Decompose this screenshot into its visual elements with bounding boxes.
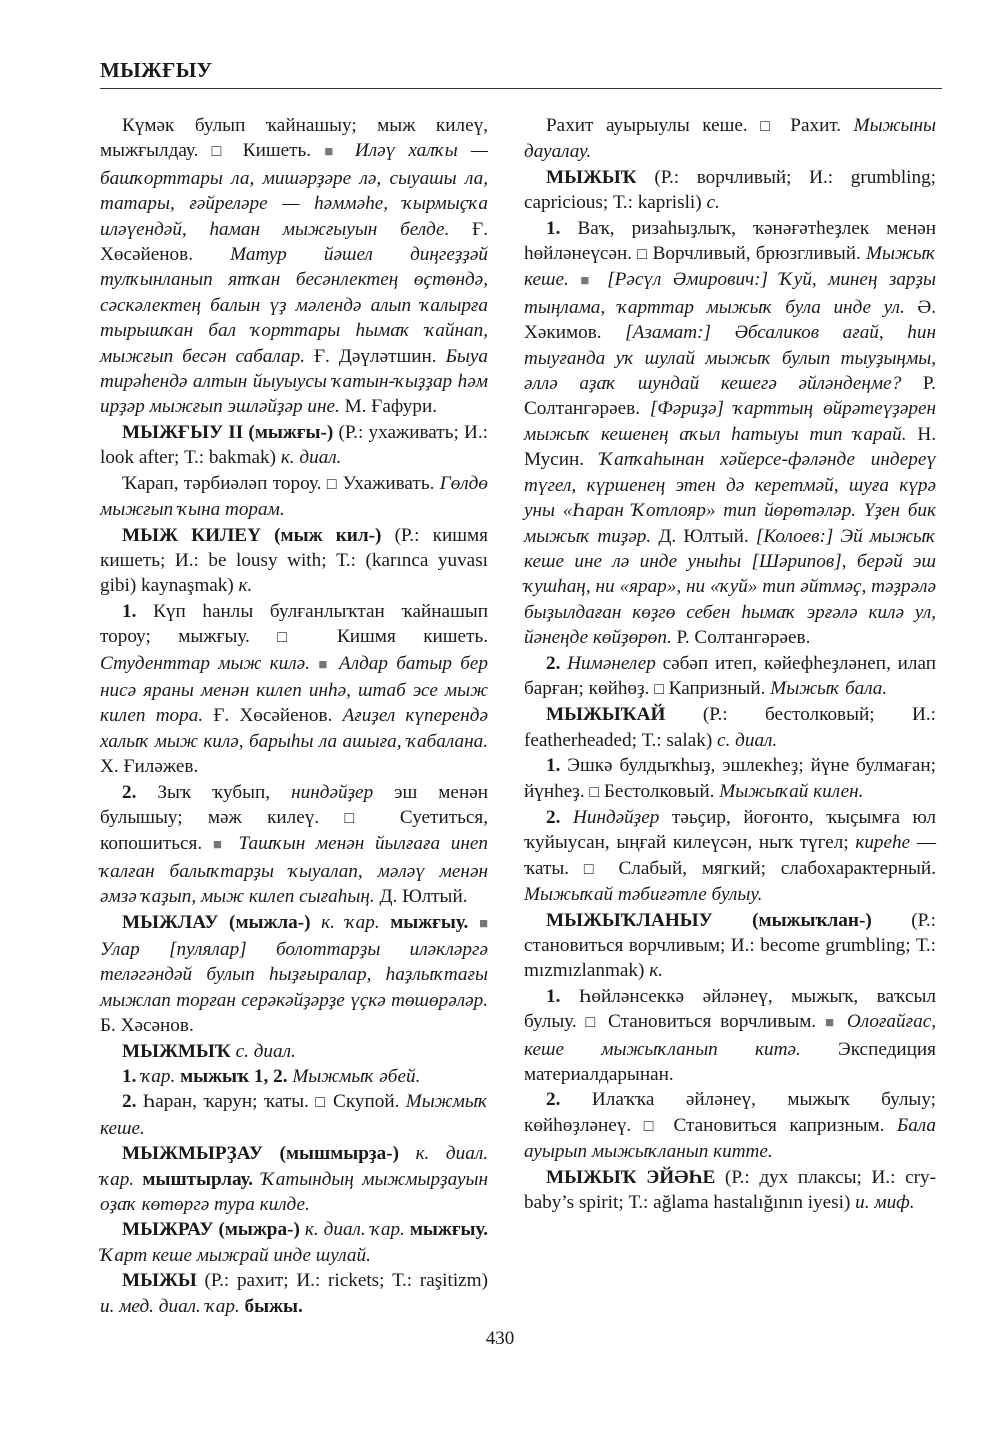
example-marker-icon: ■ xyxy=(212,837,228,854)
dictionary-paragraph xyxy=(100,1064,488,1089)
italic-text: ниндәйҙер xyxy=(291,781,374,803)
dictionary-paragraph xyxy=(524,908,936,984)
translation-marker-icon: □ xyxy=(760,118,778,135)
text: Кишмя кишеть. xyxy=(309,626,489,648)
bold-text: МЫЖЫ xyxy=(122,1270,197,1292)
dictionary-paragraph xyxy=(100,1039,488,1064)
italic-text: с. диал. xyxy=(230,1040,296,1062)
bold-text: МЫЖМЫРҘАУ (мышмырҙа-) xyxy=(122,1143,399,1165)
bold-text: 2. xyxy=(122,1091,137,1113)
text: Б. Хәсәнов. xyxy=(100,1015,194,1037)
example-marker-icon: ■ xyxy=(825,1015,839,1032)
italic-text: Ҡатындың мыжмырҙауын оҙаҡ көтөргә тура килде. xyxy=(100,1168,488,1216)
text: Скупой. xyxy=(326,1091,406,1113)
text: Эшкә булдыҡһыҙ, эшлекһеҙ; йүне булмаған; йүнһеҙ. xyxy=(524,755,936,802)
italic-text: Мыжмыҡ әбей. xyxy=(287,1066,421,1088)
bold-text: МЫЖЫҠАЙ xyxy=(546,704,666,726)
text: Ворчливый, брюзгливый. xyxy=(647,243,867,265)
italic-text: Студенттар мыж килә. xyxy=(100,652,319,674)
translation-marker-icon: □ xyxy=(211,143,230,161)
italic-text: Мыжыҡай тәбиғәтле булыу. xyxy=(524,884,763,906)
text: (Р.: рахит; И.: rickets; Т.: raşitizm) xyxy=(196,1270,488,1292)
italic-text: Мыжыҡай килен. xyxy=(719,780,864,802)
text: Д. Юлтый. xyxy=(374,886,468,908)
bold-text: 1. xyxy=(122,600,137,622)
text: Рахит ауырыулы кеше. xyxy=(546,115,761,136)
text: Ухаживать. xyxy=(337,472,440,494)
dictionary-paragraph xyxy=(100,1089,488,1141)
text: Күп һанлы булғанлыҡтан ҡайнашып тороу; мыжғыу. xyxy=(100,600,488,648)
italic-text: и. миф. xyxy=(855,1192,915,1214)
translation-marker-icon: □ xyxy=(583,860,604,878)
dictionary-paragraph xyxy=(100,471,488,523)
text: Н. Мусин. xyxy=(524,423,936,471)
example-marker-icon: ■ xyxy=(318,656,331,673)
italic-text: Гөлдө мыжғып ҡына торам. xyxy=(100,472,488,521)
dictionary-paragraph xyxy=(100,780,488,910)
bold-text: МЫЖЫҠ xyxy=(546,166,637,188)
italic-text: [Фәриҙә] ҡарттың өйрәтеүҙәрен мыжыҡ кешенең аҡыл һатыуы тип ҡарай. xyxy=(524,398,936,445)
text: Р. Солтангәрәев. xyxy=(671,627,811,649)
italic-text: Быуа тирәһендә алтын йыуыусы ҡатын-ҡыҙҙар һәм ирҙәр мыжғып эшләйҙәр ине. xyxy=(100,345,488,418)
translation-marker-icon: □ xyxy=(344,809,375,827)
text: (Р.: кишмя кишеть; И.: be lousy with; Т.: (karınca yuvası gibi) kaynaşmak) xyxy=(100,524,488,597)
example-marker-icon: ■ xyxy=(324,144,342,161)
dictionary-paragraph xyxy=(524,651,936,703)
bold-text: МЫЖҒЫУ II (мыжғы-) xyxy=(122,421,334,443)
dictionary-paragraph xyxy=(524,113,936,165)
italic-text: Бала ауырып мыжыҡланып китте. xyxy=(524,1114,936,1163)
text: Д. Юлтый. xyxy=(651,525,756,547)
dictionary-paragraph xyxy=(100,1217,488,1268)
italic-text: Мыжыҡ кеше. xyxy=(524,243,936,291)
text: Илаҡҡа әйләнеү, мыжыҡ булыу; көйһөҙләнеү. xyxy=(524,1089,936,1136)
bold-text: МЫЖЛАУ (мыжла-) xyxy=(122,911,311,933)
bold-text: 2. xyxy=(546,806,561,828)
italic-text: ҡар. xyxy=(136,1066,176,1088)
text: Рахит. xyxy=(777,115,854,136)
text: Экспедиция материалдарынан. xyxy=(524,1038,936,1086)
bold-text: МЫЖ КИЛЕҮ (мыж кил-) xyxy=(122,524,382,546)
italic-text: Мыжыҡ бала. xyxy=(770,677,888,699)
text: эш менән булышыу; мәж килеү. xyxy=(100,781,488,828)
running-head: МЫЖҒЫУ xyxy=(100,58,213,82)
left-column xyxy=(100,113,488,1319)
translation-marker-icon: □ xyxy=(315,1094,327,1112)
text: М. Ғафури. xyxy=(339,396,438,418)
italic-text: с. диал. xyxy=(717,729,778,751)
bold-text: 2. xyxy=(546,1089,561,1111)
text: Капризный. xyxy=(663,677,771,699)
text: Х. Ғиләжев. xyxy=(100,756,199,778)
text: (Р.: ухаживать; И.: look after; Т.: bakmak) xyxy=(100,421,488,469)
text: Ә. Хәкимов. xyxy=(524,296,937,344)
italic-text: к. диал. ҡар. xyxy=(299,1219,405,1241)
italic-text: киреһе xyxy=(855,832,911,854)
dictionary-paragraph xyxy=(100,523,488,599)
bold-text: МЫЖРАУ (мыжра-) xyxy=(122,1219,300,1241)
bold-text: 2. xyxy=(546,652,561,674)
italic-text: Мыжмыҡ кеше. xyxy=(100,1091,488,1139)
text: Күмәк булып ҡайнашыу; мыж килеү, мыжғылдау. xyxy=(100,115,488,162)
italic-text: [Рәсүл Әмирович:] Ҡуй, минең зарҙы тыңлама, ҡарттар мыжыҡ була инде ул. xyxy=(524,269,936,318)
dictionary-paragraph xyxy=(100,420,488,471)
text: Һөйләнсеккә әйләнеү, мыжыҡ, ваҡсыл булыу. xyxy=(524,985,936,1033)
dictionary-paragraph xyxy=(100,113,488,420)
text: Ғ. Хөсәйенов. xyxy=(203,705,343,727)
text: Р. Солтангәрәев. xyxy=(524,373,936,420)
italic-text: Ағиҙел күперендә халыҡ мыж килә, барыһы ла ашыға, ҡабалана. xyxy=(100,705,488,752)
italic-text: Ҡарт кеше мыжрай инде шулай. xyxy=(100,1244,371,1266)
dictionary-paragraph xyxy=(524,702,936,753)
text: сәбәп итеп, кәйефһеҙләнеп, илап барған; көйһөҙ. xyxy=(524,652,936,699)
italic-text: Мыжыны дауалау. xyxy=(524,115,936,163)
translation-marker-icon: □ xyxy=(643,1117,662,1135)
text: Ваҡ, ризаһыҙлыҡ, ҡәнәғәтһеҙлек менән һөйләнеүсән. xyxy=(524,217,936,265)
italic-text: к. ҡар. xyxy=(310,911,380,933)
bold-text: мыжғыу. xyxy=(379,911,479,933)
text: тәьҫир, йоғонто, ҡыҫымға юл ҡуйыусан, ыңғай килеүсән, ныҡ түгел; xyxy=(524,806,936,854)
italic-text: к. xyxy=(238,575,253,597)
italic-text: Ҡапҡаһынан хәйерсе-фәләнде индереү түгел, күршенең этен дә керетмәй, шуға күрә уны «Һаран Ҡотлояр» тип йөрөтәләр. Үҙен бик мыжыҡ тиҙәр. xyxy=(524,449,936,547)
text: (Р.: становиться ворчливым; И.: become grumbling; Т.: mızmızlanmak) xyxy=(524,909,936,982)
translation-marker-icon: □ xyxy=(585,1014,600,1032)
italic-text: Ниндәйҙер xyxy=(560,806,660,828)
italic-text: с. xyxy=(706,192,720,214)
bold-text: МЫЖЫҠЛАНЫУ (мыжыҡлан-) xyxy=(546,909,872,931)
italic-text: Ташҡын менән йылғаға инеп ҡалған балыҡтарҙы ҡыуалап, мәләү менән әмзә ҡаҙып, мыж килеп сығаһың. xyxy=(100,833,489,908)
right-column xyxy=(524,113,936,1215)
bold-text: МЫЖЫҠ ЭЙӘҺЕ xyxy=(546,1166,716,1188)
text: (Р.: дух плаксы; И.: cry-baby’s spirit; Т.: ağlama hastalığının iyesi) xyxy=(524,1166,937,1214)
text: (Р.: бестолковый; И.: featherheaded; Т.: salak) xyxy=(524,704,936,751)
translation-marker-icon: □ xyxy=(326,475,338,493)
bold-text: быжы. xyxy=(239,1295,303,1317)
bold-text: 2. xyxy=(122,781,137,803)
dictionary-paragraph xyxy=(524,165,936,216)
italic-text: [Азамат:] Әбсаликов ағай, һин тыуғанда уҡ шулай мыжыҡ булып тыуҙыңмы, әллә аҙаҡ шундай кешегә әйләндеңме? xyxy=(524,322,936,395)
italic-text: к. xyxy=(649,960,663,982)
dictionary-paragraph xyxy=(100,1141,488,1217)
bold-text: 1. xyxy=(546,755,561,777)
italic-text: к. диал. xyxy=(280,447,342,469)
text: Становиться капризным. xyxy=(661,1114,897,1136)
bold-text: 1. xyxy=(546,985,561,1007)
text: Становиться ворчливым. xyxy=(599,1011,826,1033)
dictionary-paragraph xyxy=(524,1165,936,1216)
example-marker-icon: ■ xyxy=(580,273,596,290)
page-number: 430 xyxy=(485,1328,515,1349)
bold-text: 1. xyxy=(546,217,561,239)
italic-text: Иләү халҡы — башҡорттары ла, мишәрҙәре лә, сыуашы ла, татары, ғәйреләре — һәммәһе, ҡырмыҫҡа иләүендәй, һаман мыжғыуын белде. xyxy=(100,140,488,240)
italic-text: [Колоев:] Эй мыжыҡ кеше ине лә инде уныһы [Шәрипов], берәй эш ҡушһаң, ни «ярар», ни «ҡуй» тип әйтмәҫ, тәҙрәлә быҙылдаған көҙгө себен һымаҡ эрғәлә килә ул, йәнеңде көйҙөрөп. xyxy=(524,525,936,649)
header-rule xyxy=(100,88,942,89)
dictionary-paragraph xyxy=(100,910,488,1039)
text: Ғ. Дәүләтшин. xyxy=(305,345,446,367)
example-marker-icon: ■ xyxy=(478,915,488,932)
italic-text: Матур йәшел диңгеҙҙәй тулҡынланып ятҡан бесәнлектең өҫтөндә, сәскәлектең балын үҙ мәлендә алып ҡалырға тырышҡан бал ҡорттары һымаҡ ҡайнап, мыжғып бесән сабалар. xyxy=(100,244,488,367)
text: Бестолковый. xyxy=(599,780,720,802)
bold-text: мыжыҡ 1, 2. xyxy=(175,1066,288,1088)
dictionary-paragraph xyxy=(524,805,936,908)
bold-text: 1. xyxy=(122,1066,137,1088)
text: Кишеть. xyxy=(229,140,325,162)
italic-text: Олоғайғас, кеше мыжыҡланып китә. xyxy=(524,1011,937,1060)
italic-text: к. диал. ҡар. xyxy=(100,1143,488,1190)
dictionary-paragraph xyxy=(100,1268,488,1319)
text: Ғ. Хөсәйенов. xyxy=(100,218,488,266)
text: Суетиться, копошиться. xyxy=(100,806,488,855)
bold-text: мыштырлау. xyxy=(134,1168,254,1190)
text: Зыҡ ҡубып, xyxy=(136,781,292,803)
text: Ҡарап, тәрбиәләп тороу. xyxy=(122,472,327,494)
dictionary-paragraph xyxy=(100,599,488,780)
text: — ҡаты. xyxy=(524,832,937,879)
translation-marker-icon: □ xyxy=(277,629,310,647)
dictionary-paragraph xyxy=(524,984,936,1088)
text: Слабый, мягкий; слабохарактерный. xyxy=(603,857,936,879)
dictionary-paragraph xyxy=(524,753,936,805)
translation-marker-icon: □ xyxy=(637,246,648,264)
translation-marker-icon: □ xyxy=(654,680,664,698)
italic-text: Алдар батыр бер нисә яраны менән килеп инһә, штаб эсе мыж килеп тора. xyxy=(100,652,488,727)
text: (Р.: ворчливый; И.: grumbling; capricious; Т.: kaprisli) xyxy=(524,166,936,214)
text: Һаран, ҡарун; ҡаты. xyxy=(136,1091,316,1113)
italic-text: Улар [пулялар] болоттарҙы иләкләргә теләгәндәй булып һыҙғыралар, һаҙлыҡтағы мыжлап торған серәкәйҙәрҙе үҫкә төшөрәләр. xyxy=(100,939,488,1011)
dictionary-paragraph xyxy=(524,1087,936,1164)
bold-text: МЫЖМЫҠ xyxy=(122,1040,231,1062)
italic-text: и. мед. диал. ҡар. xyxy=(100,1295,240,1317)
italic-text: Нимәнелер xyxy=(560,652,656,674)
dictionary-paragraph xyxy=(524,216,936,651)
bold-text: мыжғыу. xyxy=(404,1219,488,1241)
translation-marker-icon: □ xyxy=(589,783,600,801)
